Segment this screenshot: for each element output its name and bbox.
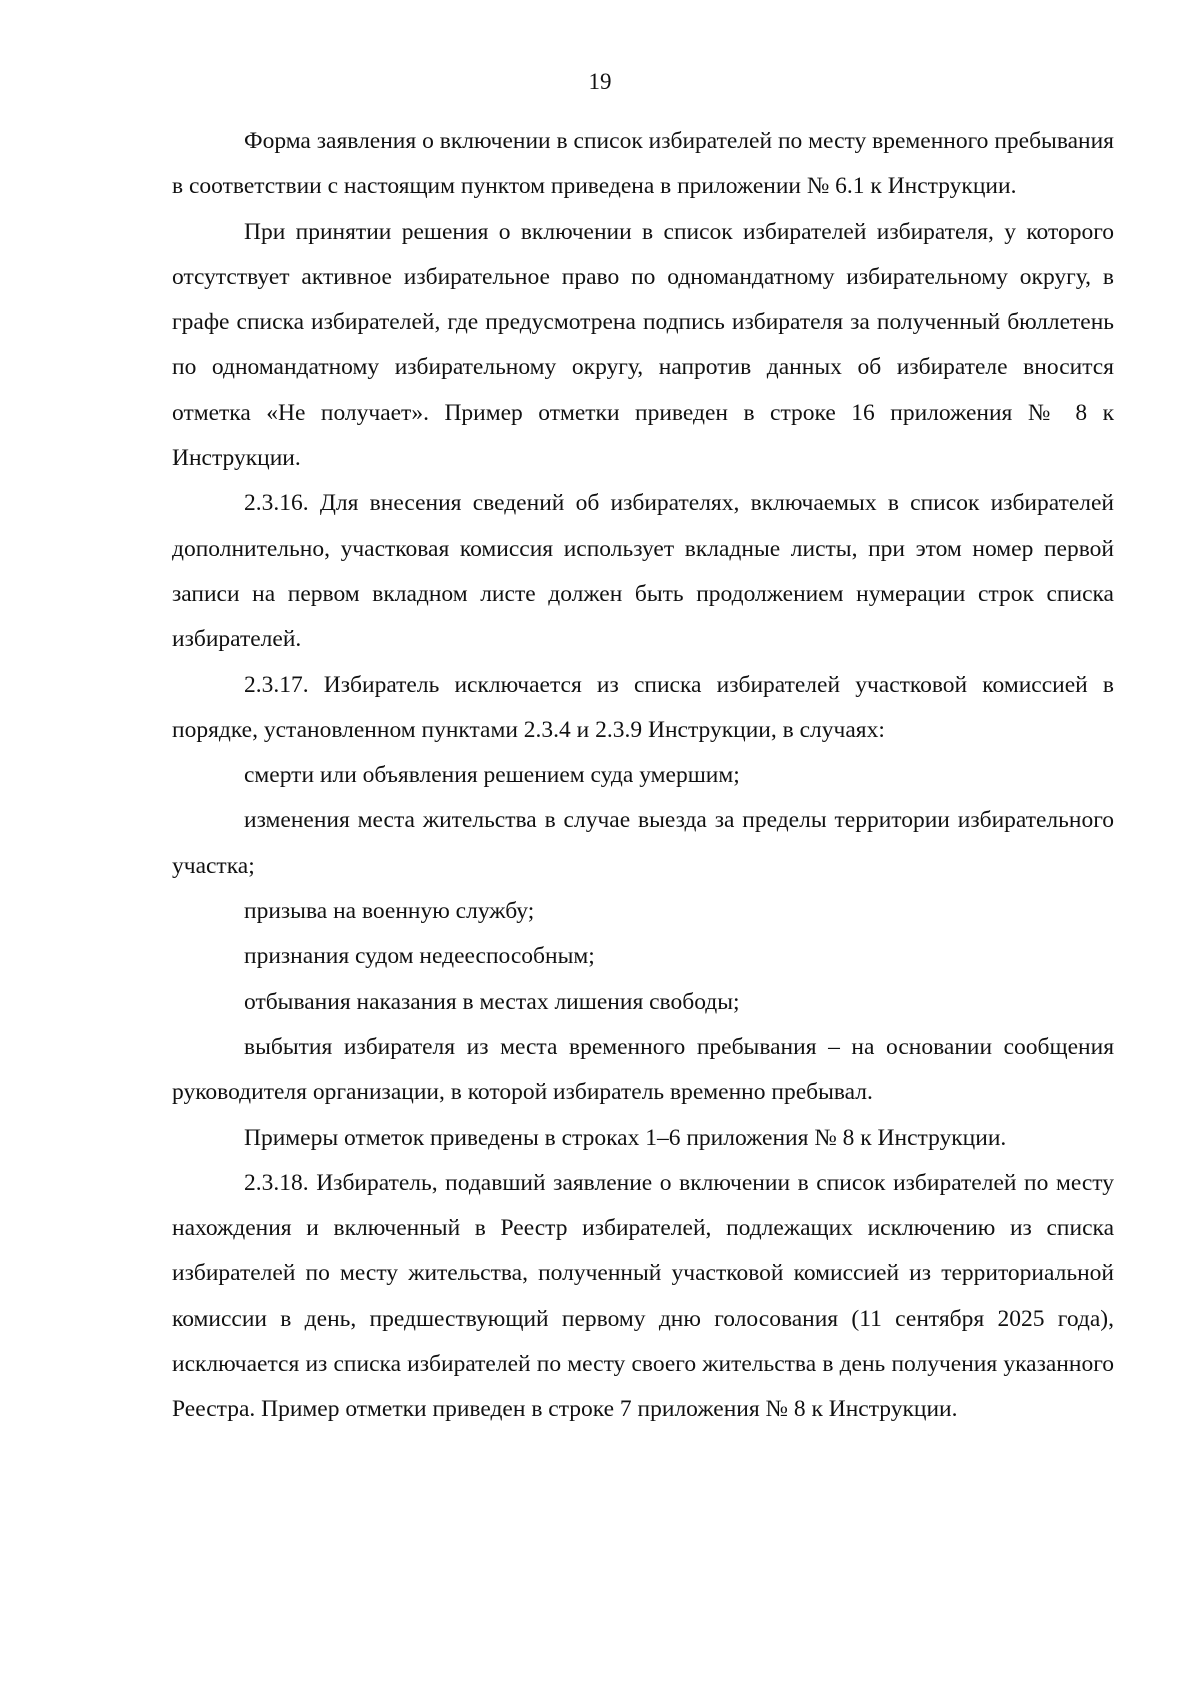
paragraph-2-3-17: 2.3.17. Избиратель исключается из списка избирателей участковой комиссией в порядке, установленном пунктами 2.3.4 и 2.3.9 Инструкции, в случаях:: [172, 671, 1114, 743]
list-item-military: призыва на военную службу;: [244, 898, 535, 925]
paragraph-no-active-right: При принятии решения о включении в список избирателей избирателя, у которого отсутствует активное избирательное право по одномандатному избирательному округу, в графе списка избирателей, где предусмотрена подпись избирателя за полученный бюллетень по одномандатному избирательному округу, напротив данных об избирателе вносится отметка «Не получает». Пример отметки приведен в строке 16 приложения № 8 к Инструкции.: [172, 218, 1114, 472]
list-item-death: смерти или объявления решением суда умершим;: [244, 762, 740, 789]
document-body: [172, 119, 1114, 1433]
paragraph-examples: Примеры отметок приведены в строках 1–6 приложения № 8 к Инструкции.: [244, 1124, 1007, 1151]
paragraph-2-3-18: 2.3.18. Избиратель, подавший заявление о включении в список избирателей по месту нахождения и включенный в Реестр избирателей, подлежащих исключению из списка избирателей по месту жительства, полученный участковой комиссией из территориальной комиссии в день, предшествующий первому дню голосования (11 сентября 2025 года), исключается из списка избирателей по месту своего жительства в день получения указанного Реестра. Пример отметки приведен в строке 7 приложения № 8 к Инструкции.: [172, 1169, 1114, 1423]
page-number: 19: [588, 69, 612, 94]
list-item-departure: выбытия избирателя из места временного пребывания – на основании сообщения руководителя организации, в которой избиратель временно пребывал.: [172, 1033, 1114, 1106]
list-item-incapacity: признания судом недееспособным;: [244, 943, 595, 970]
list-item-imprisonment: отбывания наказания в местах лишения свободы;: [244, 988, 740, 1015]
list-item-residence-change: изменения места жительства в случае выезда за пределы территории избирательного участка;: [172, 807, 1114, 879]
paragraph-2-3-16: 2.3.16. Для внесения сведений об избирателях, включаемых в список избирателей дополнительно, участковая комиссия использует вкладные листы, при этом номер первой записи на первом вкладном листе должен быть продолжением нумерации строк списка избирателей.: [172, 490, 1114, 653]
paragraph-form-statement: Форма заявления о включении в список избирателей по месту временного пребывания в соответствии с настоящим пунктом приведена в приложении № 6.1 к Инструкции.: [172, 128, 1114, 200]
